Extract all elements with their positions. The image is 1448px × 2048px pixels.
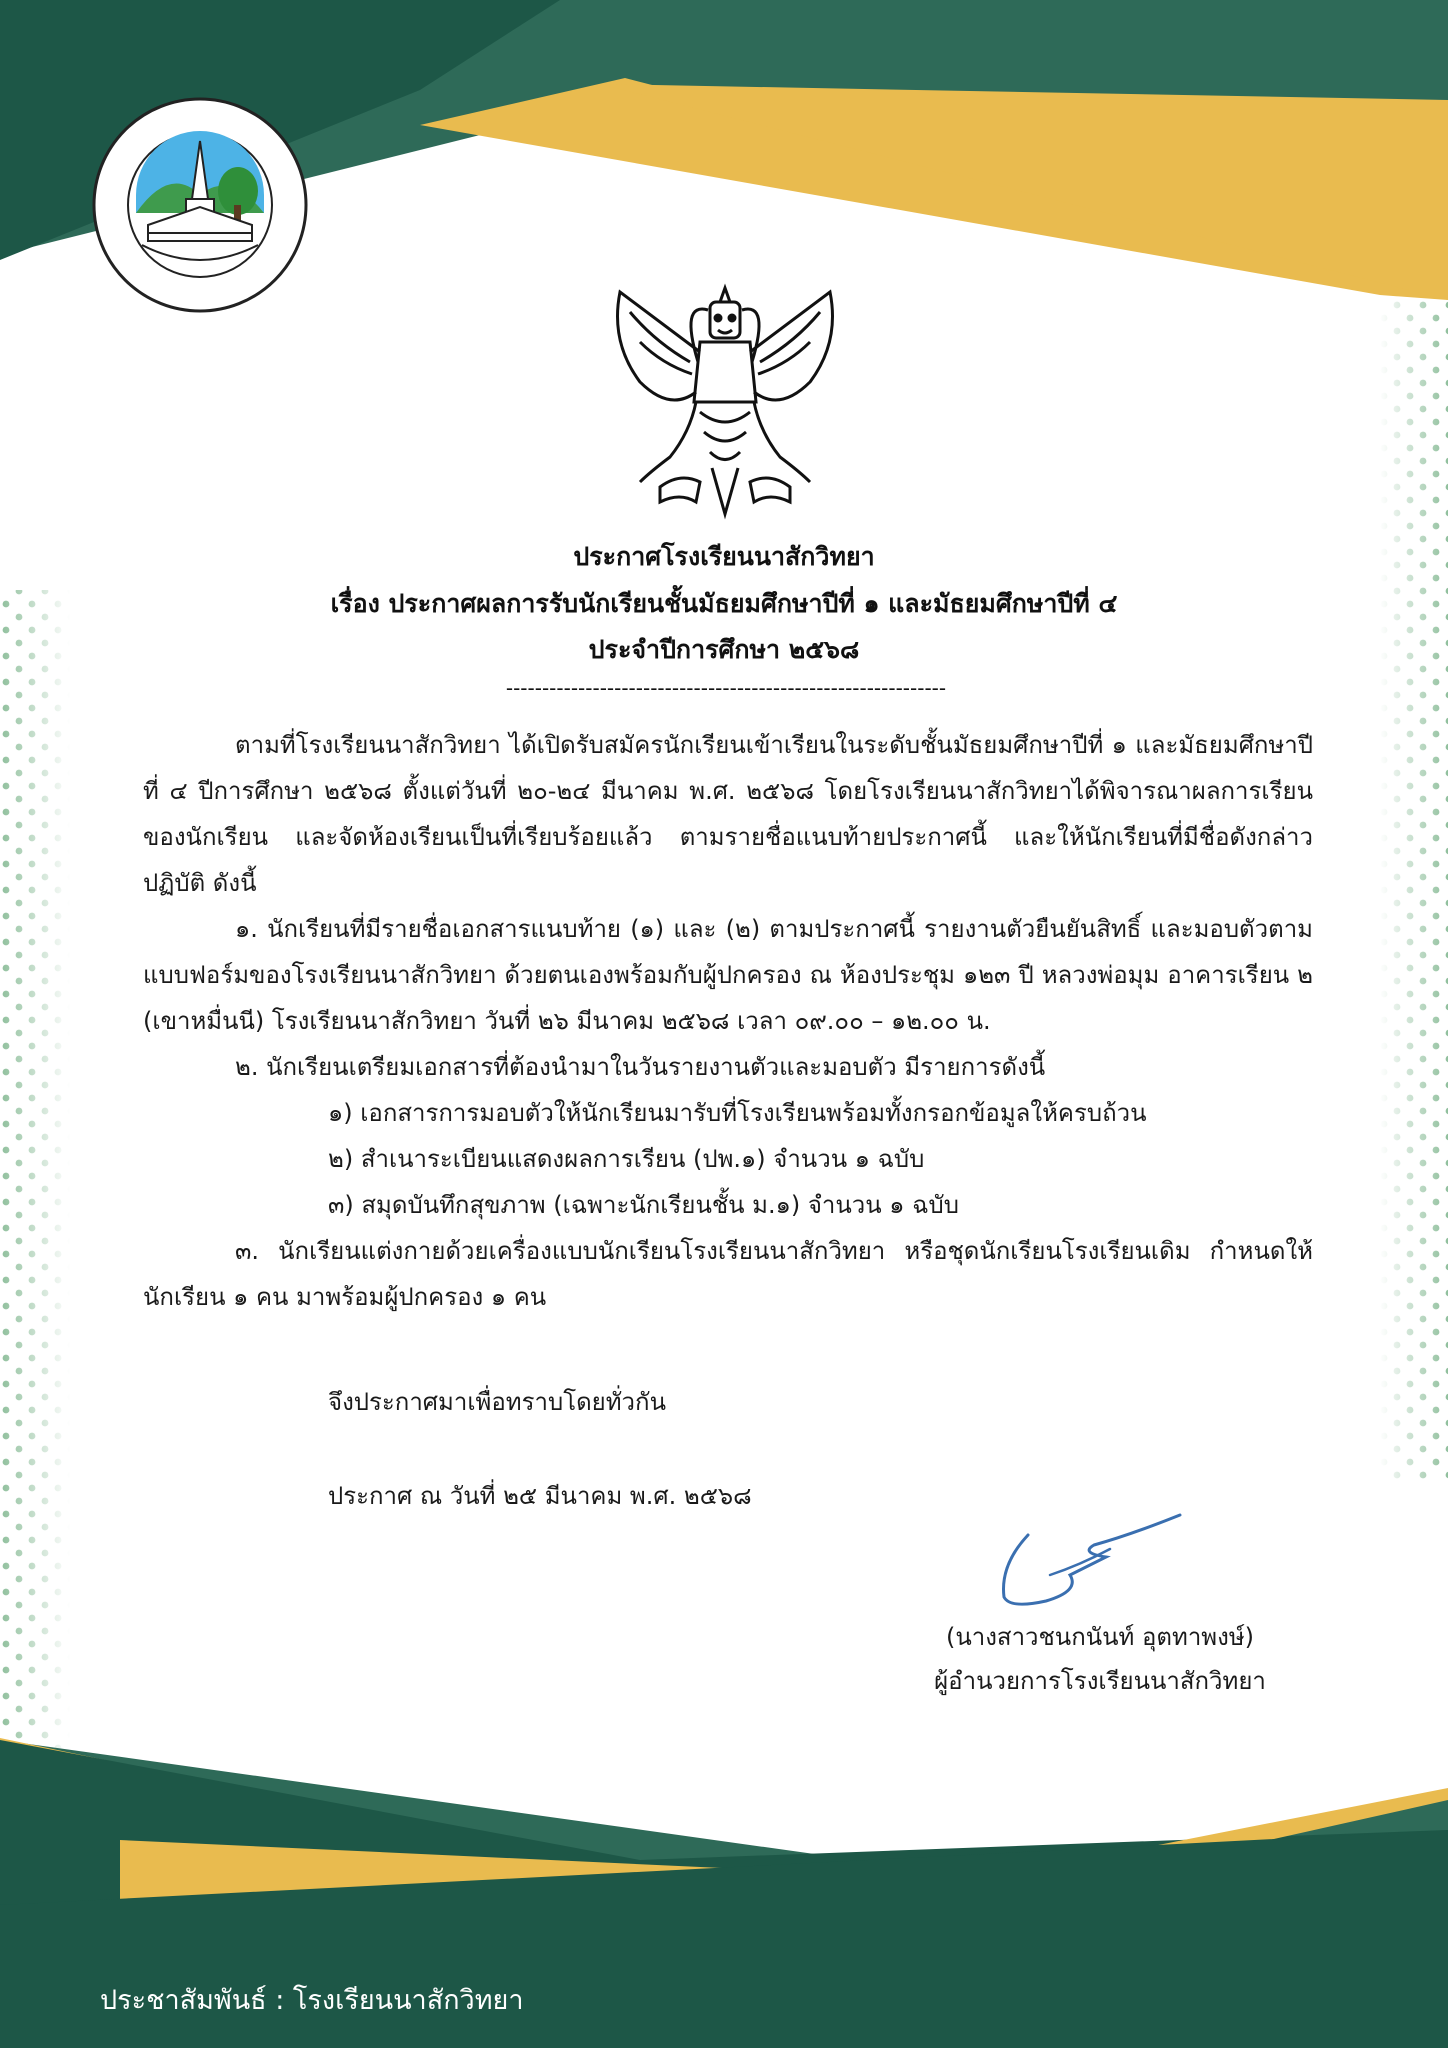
handwritten-signature-icon <box>990 1505 1190 1615</box>
item-3-paragraph: ๓. นักเรียนแต่งกายด้วยเครื่องแบบนักเรียนโรงเรียนนาสักวิทยา หรือชุดนักเรียนโรงเรียนเดิม กำหนดให้นักเรียน ๑ คน มาพร้อมผู้ปกครอง ๑ คน <box>143 1237 1313 1311</box>
item-2-paragraph: ๒. นักเรียนเตรียมเอกสารที่ต้องนำมาในวันรายงานตัวและมอบตัว มีรายการดังนี้ <box>235 1053 1046 1081</box>
signer-name: (นางสาวชนกนันท์ อุตทาพงษ์) <box>945 1623 1255 1651</box>
dot-pattern-left <box>0 590 70 1750</box>
announcement-year: ประจำปีการศึกษา ๒๕๖๘ <box>588 635 860 664</box>
garuda-emblem-icon <box>600 282 850 522</box>
document-list-item: ๓) สมุดบันทึกสุขภาพ (เฉพาะนักเรียนชั้น ม.๑) จำนวน ๑ ฉบับ <box>328 1191 959 1219</box>
document-list-item: ๑) เอกสารการมอบตัวให้นักเรียนมารับที่โรงเรียนพร้อมทั้งกรอกข้อมูลให้ครบถ้วน <box>328 1099 1147 1127</box>
announcement-body <box>143 722 1313 1320</box>
footer-credit: ประชาสัมพันธ์ : โรงเรียนนาสักวิทยา <box>100 1985 524 2016</box>
intro-paragraph: ตามที่โรงเรียนนาสักวิทยา ได้เปิดรับสมัครนักเรียนเข้าเรียนในระดับชั้นมัธยมศึกษาปีที่ ๑ และมัธยมศึกษาปีที่ ๔ ปีการศึกษา ๒๕๖๘ ตั้งแต่วันที่ ๒๐-๒๔ มีนาคม พ.ศ. ๒๕๖๘ โดยโรงเรียนนาสักวิทยาได้พิจารณาผลการเรียนของนักเรียน และจัดห้องเรียนเป็นที่เรียบร้อยแล้ว ตามรายชื่อแนบท้ายประกาศนี้ และให้นักเรียนที่มีชื่อดังกล่าวปฏิบัติ ดังนี้ <box>143 731 1313 897</box>
announcement-subject: เรื่อง ประกาศผลการรับนักเรียนชั้นมัธยมศึกษาปีที่ ๑ และมัธยมศึกษาปีที่ ๔ <box>330 589 1118 618</box>
announcement-title: ประกาศโรงเรียนนาสักวิทยา <box>573 542 875 571</box>
divider-line: ------------------------------------------------------------- <box>505 676 947 700</box>
signer-position: ผู้อำนวยการโรงเรียนนาสักวิทยา <box>934 1667 1266 1695</box>
closing-notice: จึงประกาศมาเพื่อทราบโดยทั่วกัน <box>328 1388 666 1416</box>
document-list-item: ๒) สำเนาระเบียนแสดงผลการเรียน (ปพ.๑) จำนวน ๑ ฉบับ <box>328 1145 925 1173</box>
school-seal-icon <box>90 95 310 315</box>
announcement-date: ประกาศ ณ วันที่ ๒๕ มีนาคม พ.ศ. ๒๕๖๘ <box>328 1482 752 1510</box>
dot-pattern-right <box>1380 280 1448 1480</box>
item-1-paragraph: ๑. นักเรียนที่มีรายชื่อเอกสารแนบท้าย (๑) และ (๒) ตามประกาศนี้ รายงานตัวยืนยันสิทธิ์ และมอบตัวตามแบบฟอร์มของโรงเรียนนาสักวิทยา ด้วยตนเองพร้อมกับผู้ปกครอง ณ ห้องประชุม ๑๒๓ ปี หลวงพ่อมุม อาคารเรียน ๒ (เขาหมื่นนี) โรงเรียนนาสักวิทยา วันที่ ๒๖ มีนาคม ๒๕๖๘ เวลา ๐๙.๐๐ – ๑๒.๐๐ น. <box>143 915 1313 1035</box>
